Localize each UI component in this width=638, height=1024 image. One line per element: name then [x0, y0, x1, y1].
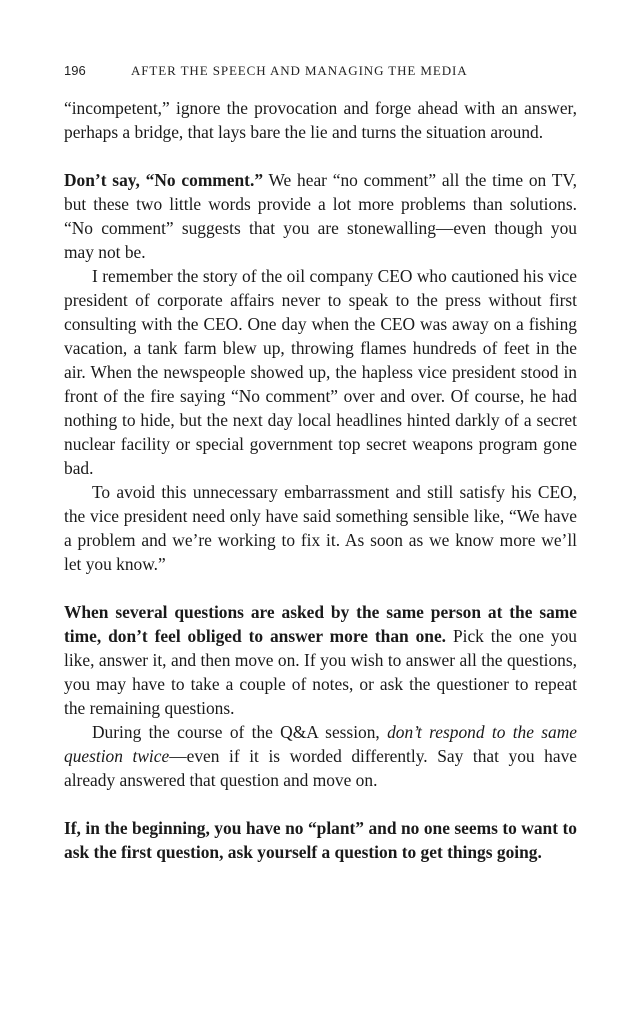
- paragraph-no-plant: [64, 816, 577, 864]
- running-header: [64, 62, 584, 80]
- run-in-heading: When several questions are asked by the same person at the same time, don’t feel obliged to answer more than one.: [64, 602, 577, 646]
- body-text: [64, 96, 577, 864]
- paragraph-text: “incompetent,” ignore the provocation and forge ahead with an answer, perhaps a bridge, that lays bare the lie and turns the situation around.: [64, 98, 577, 142]
- paragraph-oil-company-story: [64, 264, 577, 480]
- running-title: AFTER THE SPEECH AND MANAGING THE MEDIA: [131, 63, 468, 78]
- paragraph-text: I remember the story of the oil company CEO who cautioned his vice president of corporate affairs never to speak to the press without first consulting with the CEO. One day when the CEO was away on a fishing vacation, a tank farm blew up, throwing flames hundreds of feet in the air. When the newspeople showed up, the hapless vice president stood in front of the fire saying “No comment” over and over. Of course, he had nothing to hide, but the next day local headlines hinted darkly of a secret nuclear facility or special government top secret weapons program gone bad.: [64, 266, 577, 478]
- paragraph-text: During the course of the Q&A session,: [92, 722, 388, 742]
- paragraph-several-questions: [64, 600, 577, 720]
- paragraph-avoid-embarrassment: [64, 480, 577, 576]
- page-number: 196: [64, 63, 86, 78]
- paragraph-text: To avoid this unnecessary embarrassment and still satisfy his CEO, the vice president need only have said something sensible like, “We have a problem and we’re working to fix it. As soon as we know more we’ll let you know.”: [64, 482, 577, 574]
- paragraph-text: —even if it is worded differently. Say that you have already answered that question and move on.: [64, 746, 578, 790]
- paragraph-continuation: [64, 96, 577, 144]
- paragraph-respond-twice: [64, 720, 577, 792]
- paragraph-text: Pick the one you like, answer it, and then move on. If you wish to answer all the questions, you may have to take a couple of notes, or ask the questioner to repeat the remaining questions.: [64, 626, 577, 718]
- paragraph-no-comment: [64, 168, 577, 264]
- paragraph-text: We hear “no comment” all the time on TV, but these two little words provide a lot more problems than solutions. “No comment” suggests that you are stonewalling—even though you may not be.: [64, 170, 577, 262]
- run-in-heading: If, in the beginning, you have no “plant” and no one seems to want to ask the first question, ask yourself a question to get things going.: [64, 818, 577, 862]
- run-in-heading: Don’t say, “No comment.”: [64, 170, 264, 190]
- emphasis-text: don’t respond to the same question twice: [64, 722, 577, 766]
